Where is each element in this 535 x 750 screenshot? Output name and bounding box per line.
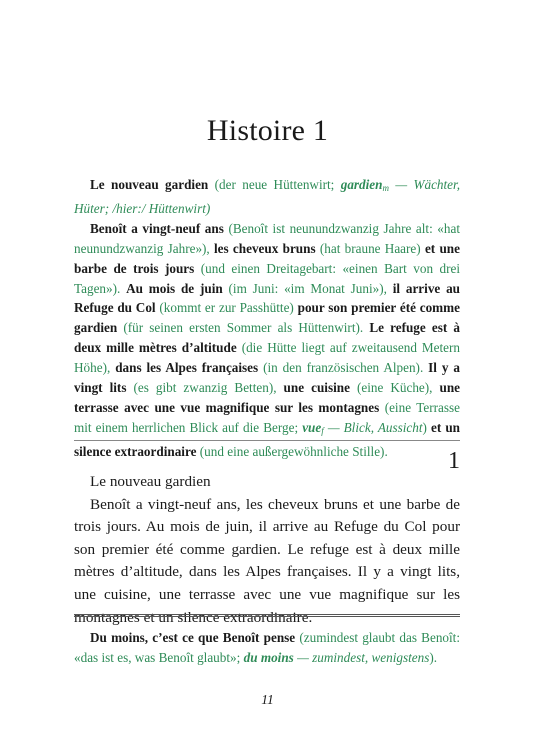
german-gloss: — Blick, Aussicht: [323, 419, 423, 435]
page-number: 11: [261, 692, 274, 707]
german-gloss: (der neue Hüttenwirt;: [208, 177, 341, 192]
german-gloss: — zumindest, wenigstens: [293, 649, 430, 665]
german-gloss: (eine Terrasse mit einem herrlichen Blick auf die Berge;: [74, 399, 460, 435]
german-gloss: ): [422, 419, 431, 435]
french-phrase: une terrasse avec une vue magnifique sur les montagnes: [74, 380, 461, 415]
section-number: 1: [448, 448, 460, 474]
german-gloss: (eine Küche),: [349, 380, 440, 396]
section-end-divider: [74, 614, 460, 617]
chapter-title: Histoire 1: [206, 114, 329, 147]
french-phrase: Le refuge est à deux mille mètres d’altitude: [74, 320, 461, 356]
german-gloss: — Wächter, Hüter; /hier:/ Hüttenwirt): [74, 177, 460, 216]
german-gloss: (es gibt zwanzig Betten),: [126, 380, 284, 396]
german-gloss: (zumindest glaubt das Benoît: «das ist es, was Benoît glaubt»;: [74, 630, 461, 665]
french-phrase: Il y a vingt lits: [74, 360, 460, 396]
section-divider: [74, 440, 460, 441]
french-phrase: une cuisine: [283, 380, 350, 396]
german-gloss: (im Juni: «im Monat Juni»),: [222, 280, 393, 296]
german-gloss: (Benoît ist neunundzwanzig Jahre alt: «hat neunundzwanzig Jahre»),: [74, 220, 461, 256]
french-phrase: Au mois de juin: [126, 280, 223, 296]
french-phrase: il arrive au Refuge du Col: [74, 280, 461, 316]
french-phrase: Benoît a vingt-neuf ans: [90, 220, 224, 236]
french-phrase: pour son premier été comme gardien: [74, 300, 460, 336]
annotated-text-block-2: [74, 628, 460, 668]
french-phrase: les cheveux bruns: [214, 240, 316, 256]
plain-body: Benoît a vingt-neuf ans, les cheveux bruns et une barbe de trois jours. Au mois de juin, il arrive au Refuge du Col pour son premier été comme gardien. Le refuge est à deux mille mètres d’altitude, dans les Alpes françaises. Il y a vingt lits, une cuisine, une terrasse avec une vue magnifique sur les montagnes et un silence extraordinaire.: [74, 495, 460, 626]
annotated-paragraph-3: [74, 628, 460, 668]
french-phrase: Le nouveau gardien: [90, 177, 209, 192]
keyword-term: vue: [302, 419, 322, 435]
french-phrase: Du moins, c’est ce que Benoît pense: [90, 630, 296, 645]
german-gloss: (und eine außergewöhnliche Stille).: [196, 443, 388, 459]
annotated-text-block: [74, 175, 460, 462]
french-phrase: et une barbe de trois jours: [74, 240, 460, 276]
plain-heading: Le nouveau gardien: [90, 473, 211, 490]
german-gloss: (und einen Dreitagebart: «einen Bart von drei Tagen»).: [74, 260, 461, 296]
annotated-paragraph-1: [74, 175, 460, 219]
french-phrase: et un silence extraordinaire: [74, 419, 460, 459]
keyword-term: du moins: [243, 649, 294, 665]
german-gloss: (die Hütte liegt auf zweitausend Metern Höhe),: [74, 340, 460, 376]
annotated-paragraph-2: [74, 219, 460, 462]
german-gloss: (kommt er zur Passhütte): [155, 300, 298, 316]
german-gloss: (in den französischen Alpen).: [258, 360, 429, 376]
german-gloss: (hat braune Haare): [315, 240, 425, 256]
plain-text-block: [74, 471, 460, 629]
keyword-term: gardien: [340, 177, 383, 192]
gender-marker: m: [382, 183, 389, 193]
german-gloss: (für seinen ersten Sommer als Hüttenwirt).: [117, 320, 370, 336]
french-phrase: dans les Alpes françaises: [115, 360, 259, 376]
gender-marker: f: [321, 425, 324, 436]
german-gloss: ).: [429, 649, 438, 665]
